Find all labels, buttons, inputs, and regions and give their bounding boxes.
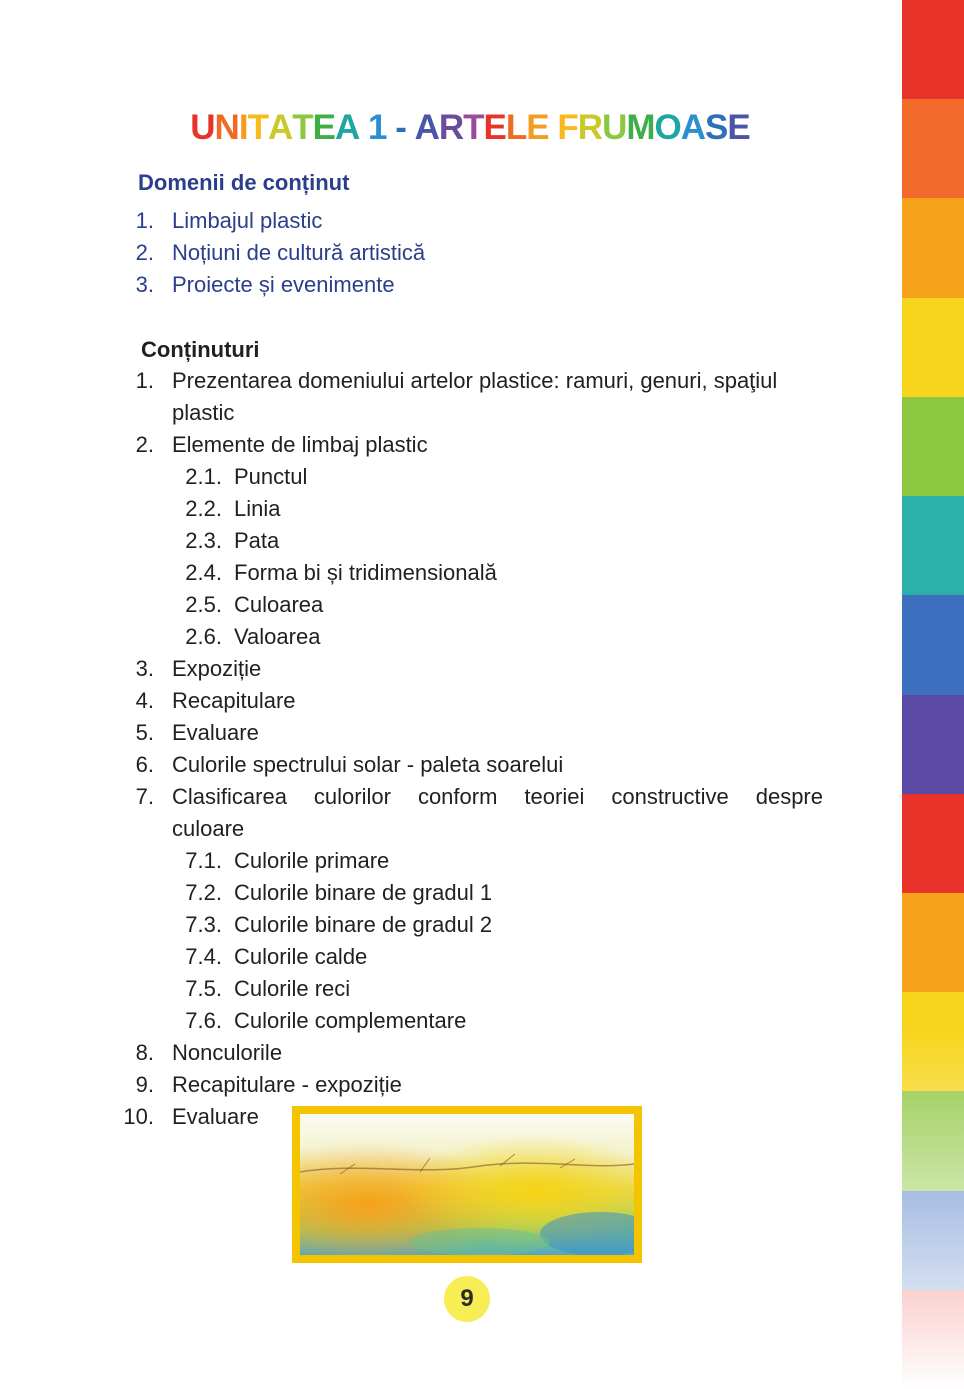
list-item-number: 7.3. bbox=[185, 912, 222, 937]
list-item-text: Culorile spectrului solar - paleta soarelui bbox=[172, 752, 564, 777]
list-item-number: 7. bbox=[135, 784, 154, 809]
list-item-text: Evaluare bbox=[172, 720, 259, 745]
title-letter: F bbox=[557, 108, 578, 147]
list-item-number: 1. bbox=[135, 368, 154, 393]
title-letter: T bbox=[247, 108, 268, 147]
list-item-text: plastic bbox=[172, 400, 235, 425]
rainbow-band bbox=[902, 298, 964, 399]
title-letter: I bbox=[238, 108, 248, 147]
list-item bbox=[0, 621, 900, 653]
list-item bbox=[0, 845, 900, 877]
rainbow-band bbox=[902, 595, 964, 696]
list-item-text: Culorile binare de gradul 1 bbox=[234, 880, 493, 905]
list-item-text: Forma bi și tridimensională bbox=[234, 560, 497, 585]
list-item-number: 2. bbox=[135, 240, 154, 265]
title-letter: R bbox=[438, 108, 464, 147]
list-item bbox=[0, 749, 900, 781]
list-item-number: 8. bbox=[135, 1040, 154, 1065]
list-item bbox=[0, 717, 900, 749]
list-item bbox=[0, 365, 900, 397]
list-item bbox=[0, 653, 900, 685]
list-item bbox=[0, 237, 900, 269]
list-item-number: 6. bbox=[135, 752, 154, 777]
list-item-text: Limbajul plastic bbox=[172, 208, 323, 233]
list-item-text: Culoarea bbox=[234, 592, 324, 617]
list-item-text: Prezentarea domeniului artelor plastice: ramuri, genuri, spaţiul bbox=[172, 368, 778, 393]
title-letter: U bbox=[602, 108, 627, 147]
title-letter: N bbox=[214, 108, 239, 147]
list-item-number: 2.5. bbox=[185, 592, 222, 617]
domains-heading: Domenii de conținut bbox=[138, 170, 350, 195]
list-item-number: 2.3. bbox=[185, 528, 222, 553]
list-item-text: Expoziție bbox=[172, 656, 262, 681]
rainbow-band bbox=[902, 496, 964, 597]
title-letter bbox=[406, 108, 415, 148]
list-item-number: 5. bbox=[135, 720, 154, 745]
title-letter bbox=[386, 108, 395, 148]
list-item-text: Clasificarea culorilor conform teoriei constructive despre bbox=[172, 784, 823, 809]
list-item-number: 3. bbox=[135, 272, 154, 297]
list-item-number: 1. bbox=[135, 208, 154, 233]
list-item-number: 2.2. bbox=[185, 496, 222, 521]
list-item-number: 10. bbox=[123, 1104, 154, 1129]
list-item-number: 9. bbox=[135, 1072, 154, 1097]
title-letter: U bbox=[190, 108, 215, 147]
list-item-text: Noțiuni de cultură artistică bbox=[172, 240, 426, 265]
rainbow-band bbox=[902, 0, 964, 101]
list-item-text: culoare bbox=[172, 816, 245, 841]
title-letter bbox=[359, 108, 368, 148]
list-item-text: Proiecte și evenimente bbox=[172, 272, 395, 297]
title-letter: E bbox=[483, 108, 506, 147]
title-letter: A bbox=[414, 108, 439, 147]
list-item-text: Pata bbox=[234, 528, 280, 553]
list-item-number: 2.4. bbox=[185, 560, 222, 585]
watercolor-landscape-illustration bbox=[300, 1114, 634, 1255]
list-item-number: 3. bbox=[135, 656, 154, 681]
list-item-text: Valoarea bbox=[234, 624, 321, 649]
list-item-text: Culorile primare bbox=[234, 848, 390, 873]
painting-image bbox=[292, 1106, 642, 1263]
list-item-text: Linia bbox=[234, 496, 281, 521]
list-item bbox=[0, 1005, 900, 1037]
list-item bbox=[0, 685, 900, 717]
title-letter: A bbox=[680, 108, 706, 147]
list-item bbox=[0, 205, 900, 237]
title-letter: L bbox=[505, 108, 527, 147]
title-letter: T bbox=[292, 108, 313, 147]
list-item-number: 2. bbox=[135, 432, 154, 457]
list-item bbox=[0, 909, 900, 941]
title-letter: R bbox=[577, 108, 603, 147]
list-item bbox=[0, 1069, 900, 1101]
list-item-text: Nonculorile bbox=[172, 1040, 283, 1065]
title-letter: A bbox=[334, 108, 360, 147]
list-item-number: 7.5. bbox=[185, 976, 222, 1001]
title-letter: E bbox=[312, 108, 335, 147]
list-item-number: 7.6. bbox=[185, 1008, 222, 1033]
rainbow-strip bbox=[902, 0, 964, 1389]
title-letter: E bbox=[727, 108, 750, 147]
list-item-number: 2.1. bbox=[185, 464, 222, 489]
title-letter: O bbox=[654, 108, 681, 147]
list-item bbox=[0, 461, 900, 493]
rainbow-fade bbox=[902, 1029, 964, 1389]
list-item bbox=[0, 397, 900, 429]
title-letter: M bbox=[626, 108, 655, 147]
rainbow-band bbox=[902, 198, 964, 299]
title-letter bbox=[549, 108, 558, 148]
title-letter: - bbox=[395, 108, 406, 147]
list-item bbox=[0, 525, 900, 557]
list-item-text: Elemente de limbaj plastic bbox=[172, 432, 428, 457]
list-item-number: 7.1. bbox=[185, 848, 222, 873]
list-item-text: Culorile calde bbox=[234, 944, 368, 969]
list-item-number: 7.4. bbox=[185, 944, 222, 969]
rainbow-band bbox=[902, 397, 964, 498]
rainbow-band bbox=[902, 893, 964, 994]
list-item bbox=[0, 589, 900, 621]
list-item bbox=[0, 1037, 900, 1069]
list-item-number: 4. bbox=[135, 688, 154, 713]
list-item bbox=[0, 973, 900, 1005]
list-item bbox=[0, 781, 900, 813]
list-item-text: Recapitulare bbox=[172, 688, 296, 713]
unit-title bbox=[0, 108, 940, 148]
list-item bbox=[0, 429, 900, 461]
list-item-number: 2.6. bbox=[185, 624, 222, 649]
list-item bbox=[0, 269, 900, 301]
list-item-text: Culorile reci bbox=[234, 976, 351, 1001]
rainbow-band bbox=[902, 695, 964, 796]
list-item-text: Culorile complementare bbox=[234, 1008, 467, 1033]
title-letter: E bbox=[526, 108, 549, 147]
page-number-badge: 9 bbox=[444, 1276, 490, 1322]
title-letter: 1 bbox=[368, 108, 387, 147]
list-item-text: Recapitulare - expoziție bbox=[172, 1072, 402, 1097]
list-item bbox=[0, 941, 900, 973]
list-item-text: Punctul bbox=[234, 464, 308, 489]
title-letter: S bbox=[705, 108, 728, 147]
list-item bbox=[0, 557, 900, 589]
title-letter: T bbox=[463, 108, 484, 147]
title-letter: A bbox=[267, 108, 293, 147]
list-item-number: 7.2. bbox=[185, 880, 222, 905]
contents-heading: Conținuturi bbox=[141, 337, 260, 362]
list-item-text: Culorile binare de gradul 2 bbox=[234, 912, 493, 937]
list-item bbox=[0, 877, 900, 909]
rainbow-band bbox=[902, 794, 964, 895]
list-item bbox=[0, 813, 900, 845]
list-item-text: Evaluare bbox=[172, 1104, 259, 1129]
list-item bbox=[0, 493, 900, 525]
